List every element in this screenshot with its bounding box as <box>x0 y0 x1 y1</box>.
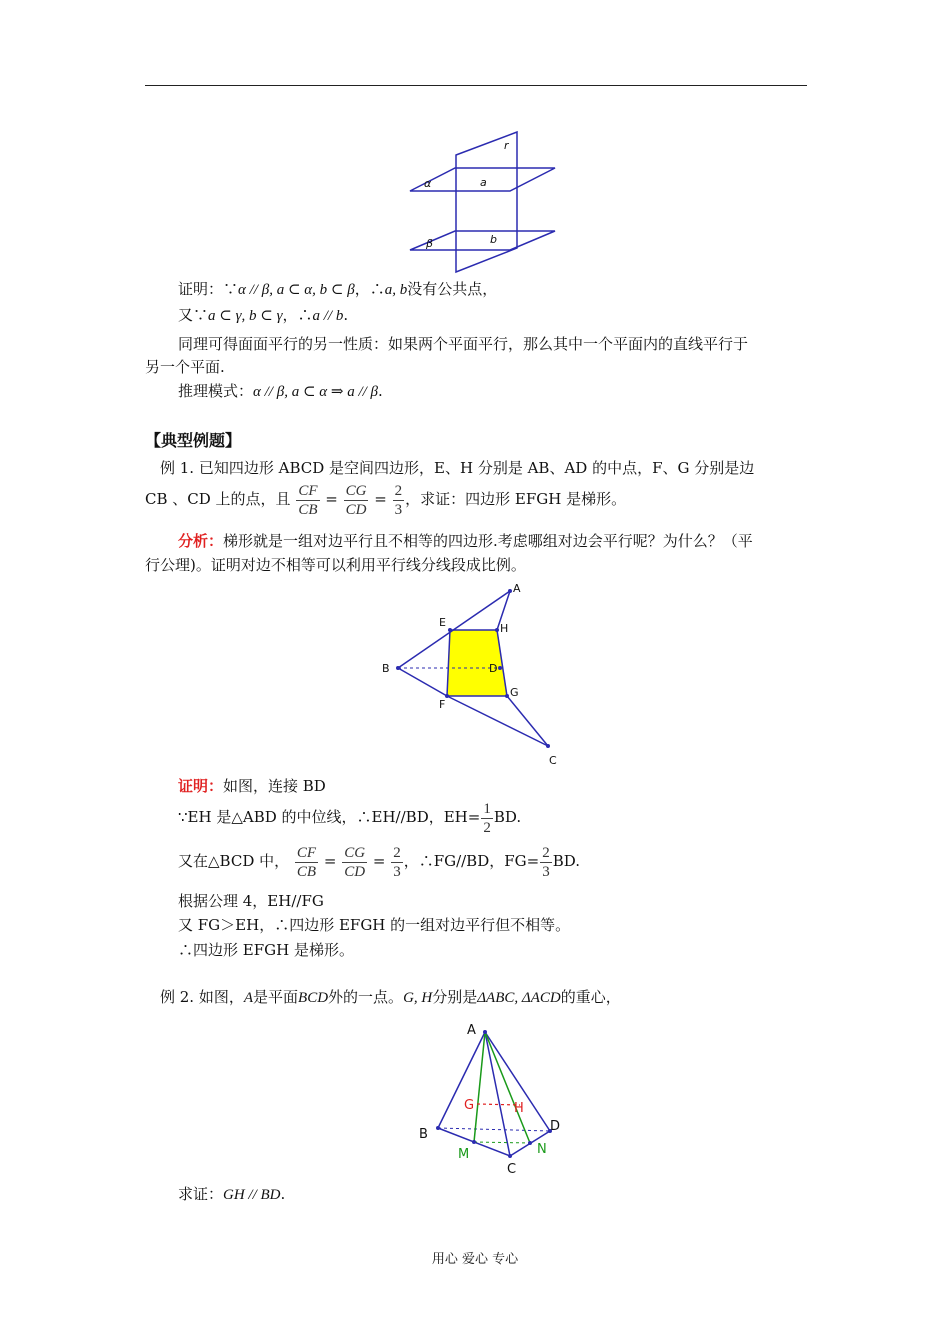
fraction-cg-cd: $\frac{CG}{CD}$ <box>345 482 367 518</box>
analysis-line2: 行公理)。证明对边不相等可以利用平行线分线段成比例。 <box>145 556 526 574</box>
label-A: A <box>513 582 521 595</box>
example2-line: 例 2. 如图，A是平面BCD外的一点。G, H分别是ΔABC, ΔACD的重心， <box>160 988 621 1006</box>
label-beta: β <box>426 237 434 250</box>
label-A: A <box>467 1023 476 1038</box>
label-b: b <box>490 233 497 246</box>
proof2-line4: 根据公理 4，EH//FG <box>178 892 324 910</box>
figure-quadrilateral <box>375 578 575 773</box>
fraction-cf-cb-2: $\frac{CF}{CB}$ <box>296 844 317 880</box>
header-rule <box>145 85 807 86</box>
figure-parallel-planes <box>400 125 570 280</box>
section-heading: 【典型例题】 <box>145 431 242 450</box>
property-line1: 同理可得面面平行的另一性质：如果两个平面平行，那么其中一个平面内的直线平行于 <box>178 335 749 353</box>
label-E: E <box>439 616 446 629</box>
label-a: a <box>480 176 487 189</box>
example1-line1: 例 1. 已知四边形 ABCD 是空间四边形，E、H 分别是 AB、AD 的中点，F、G 分别是边 <box>160 459 755 477</box>
label-D: D <box>550 1119 561 1134</box>
label-C: C <box>549 754 557 767</box>
proof2-line5: 又 FG＞EH，∴四边形 EFGH 的一组对边平行但不相等。 <box>178 916 571 934</box>
label-M: M <box>458 1147 470 1162</box>
pattern-line: 推理模式：α // β, a ⊂ α ⇒ a // β. <box>178 382 383 400</box>
label-F: F <box>439 698 446 711</box>
example1-line2: CB 、CD 上的点，且 $\frac{CF}{CB}$ = $\frac{CG}{CD}$ = $\frac{2}{3}$ ，求证：四边形 EFGH 是梯形。 <box>145 482 627 518</box>
figure-tetrahedron <box>410 1018 570 1178</box>
label-H: H <box>500 622 509 635</box>
fraction-cg-cd-2: $\frac{CG}{CD}$ <box>344 844 366 880</box>
proof1-line2: 又∵a ⊂ γ, b ⊂ γ，∴a // b. <box>178 306 349 324</box>
label-alpha: α <box>424 177 432 190</box>
proof2-line1: 证明：如图，连接 BD <box>178 777 326 795</box>
proof2-line2: ∵EH 是△ABD 的中位线，∴EH//BD，EH= $\frac{1}{2}$ BD. <box>178 800 522 836</box>
label-H: H <box>514 1101 524 1116</box>
label-B: B <box>382 662 390 675</box>
analysis-line1: 分析：梯形就是一组对边平行且不相等的四边形.考虑哪组对边会平行呢？为什么？（平 <box>178 532 753 550</box>
label-G: G <box>510 686 519 699</box>
property-line2: 另一个平面. <box>145 358 225 376</box>
fraction-two-thirds-2: $\frac{2}{3}$ <box>393 844 401 880</box>
page-footer: 用心 爱心 专心 <box>431 1252 519 1267</box>
trapezoid-efgh <box>447 630 507 696</box>
label-N: N <box>537 1142 547 1157</box>
proof2-line3: 又在△BCD 中， $\frac{CF}{CB}$ = $\frac{CG}{CD}$ = $\frac{2}{3}$ ，∴FG//BD，FG= $\frac{2}{3}$ BD. <box>178 844 580 880</box>
fraction-two-thirds: $\frac{2}{3}$ <box>394 482 403 518</box>
label-G: G <box>464 1098 475 1113</box>
label-D: D <box>489 662 498 675</box>
fraction-cf-cb: $\frac{CF}{CB}$ <box>298 482 318 518</box>
label-B: B <box>419 1127 428 1142</box>
plane-gamma <box>456 132 517 272</box>
label-gamma: r <box>504 139 509 152</box>
label-C: C <box>507 1162 517 1177</box>
fraction-one-half: $\frac{1}{2}$ <box>483 800 491 836</box>
fraction-two-thirds-3: $\frac{2}{3}$ <box>542 844 550 880</box>
prove-line: 求证：GH // BD. <box>178 1185 286 1203</box>
proof1-line1: 证明：∵α // β, a ⊂ α, b ⊂ β，∴a, b没有公共点， <box>178 280 498 298</box>
proof2-line6: ∴四边形 EFGH 是梯形。 <box>178 941 354 959</box>
